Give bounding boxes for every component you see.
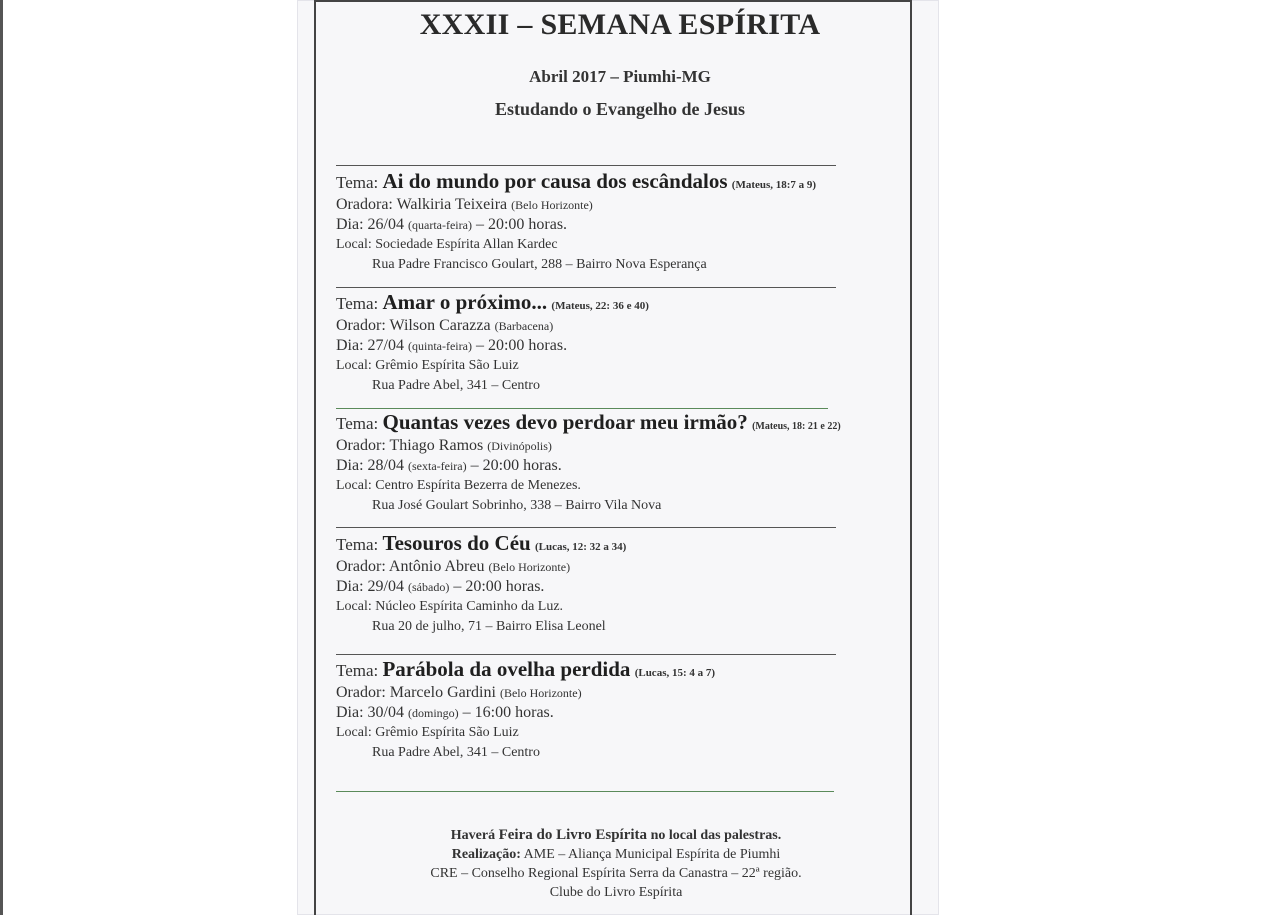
event-time: – 20:00 horas. <box>475 216 568 233</box>
book-fair-label: Feira do Livro Espírita <box>498 827 648 843</box>
event-block <box>336 412 896 516</box>
divider <box>336 408 828 409</box>
realizacao-label: Realização: <box>451 847 521 862</box>
bible-reference: (Lucas, 12: 32 a 34) <box>534 541 627 553</box>
talk-title: Parábola da ovelha perdida <box>382 657 631 681</box>
event-date: 28/04 <box>367 457 404 474</box>
divider <box>336 527 836 528</box>
event-time: – 20:00 horas. <box>470 457 562 474</box>
dia-label: Dia: <box>336 216 364 233</box>
speaker-label: Oradora: <box>336 196 393 213</box>
speaker-city: (Belo Horizonte) <box>488 560 571 574</box>
event-weekday: (sábado) <box>408 580 450 594</box>
event-block <box>336 533 896 637</box>
speaker-name: Antônio Abreu <box>388 558 485 575</box>
talk-title: Amar o próximo... <box>382 290 548 314</box>
speaker-label: Orador: <box>336 558 386 575</box>
divider <box>336 287 836 288</box>
bible-reference: (Mateus, 18: 21 e 22) <box>752 421 841 432</box>
tema-label: Tema: <box>336 294 379 313</box>
event-date-location: Abril 2017 – Piumhi-MG <box>529 67 711 86</box>
divider <box>336 654 836 655</box>
event-address: Rua 20 de julho, 71 – Bairro Elisa Leonel <box>372 619 606 634</box>
clube-line: Clube do Livro Espírita <box>549 885 683 900</box>
event-date: 27/04 <box>367 337 404 354</box>
speaker-name: Wilson Carazza <box>389 317 491 334</box>
event-address: Rua Padre Francisco Goulart, 288 – Bairro Nova Esperança <box>372 257 707 272</box>
dia-label: Dia: <box>336 704 364 721</box>
dia-label: Dia: <box>336 457 364 474</box>
realizacao-text: AME – Aliança Municipal Espírita de Piumhi <box>523 847 781 862</box>
speaker-label: Orador: <box>336 437 386 454</box>
talk-title: Quantas vezes devo perdoar meu irmão? <box>382 410 748 434</box>
bible-reference: (Lucas, 15: 4 a 7) <box>634 667 716 679</box>
dia-label: Dia: <box>336 578 364 595</box>
talk-title: Tesouros do Céu <box>382 531 531 555</box>
event-weekday: (quinta-feira) <box>408 339 472 353</box>
event-place: Centro Espírita Bezerra de Menezes. <box>375 478 581 493</box>
event-address: Rua Padre Abel, 341 – Centro <box>372 378 540 393</box>
speaker-name: Marcelo Gardini <box>389 684 496 701</box>
divider <box>336 791 834 792</box>
event-date: 29/04 <box>367 578 404 595</box>
event-theme: Estudando o Evangelho de Jesus <box>494 99 746 119</box>
speaker-name: Walkiria Teixeira <box>396 196 508 213</box>
local-label: Local: <box>336 358 372 373</box>
talk-title: Ai do mundo por causa dos escândalos <box>382 169 728 193</box>
event-address: Rua Padre Abel, 341 – Centro <box>372 745 540 760</box>
event-weekday: (sexta-feira) <box>408 459 467 473</box>
event-time: – 20:00 horas. <box>475 337 568 354</box>
local-label: Local: <box>336 599 372 614</box>
tema-label: Tema: <box>336 661 379 680</box>
divider <box>336 165 836 166</box>
event-time: – 20:00 horas. <box>453 578 545 595</box>
bible-reference: (Mateus, 18:7 a 9) <box>731 179 817 191</box>
speaker-city: (Barbacena) <box>494 319 554 333</box>
tema-label: Tema: <box>336 535 379 554</box>
speaker-name: Thiago Ramos <box>389 437 484 454</box>
speaker-city: (Belo Horizonte) <box>499 686 582 700</box>
speaker-city: (Divinópolis) <box>487 439 552 453</box>
scan-edge <box>0 0 3 915</box>
bible-reference: (Mateus, 22: 36 e 40) <box>551 300 649 312</box>
event-place: Sociedade Espírita Allan Kardec <box>375 237 558 252</box>
speaker-label: Orador: <box>336 317 386 334</box>
speaker-label: Orador: <box>336 684 386 701</box>
event-place: Grêmio Espírita São Luiz <box>375 725 519 740</box>
tema-label: Tema: <box>336 173 379 192</box>
local-label: Local: <box>336 237 372 252</box>
event-date: 26/04 <box>367 216 404 233</box>
dia-label: Dia: <box>336 337 364 354</box>
footer-suffix: no local das palestras. <box>650 828 782 843</box>
event-block <box>336 659 896 763</box>
speaker-city: (Belo Horizonte) <box>511 198 593 212</box>
event-place: Grêmio Espírita São Luiz <box>375 358 519 373</box>
event-block <box>336 171 896 275</box>
cre-line: CRE – Conselho Regional Espírita Serra da Canastra – 22ª região. <box>430 866 802 881</box>
event-time: – 16:00 horas. <box>462 704 554 721</box>
footer-prefix: Haverá <box>450 828 496 843</box>
tema-label: Tema: <box>336 414 379 433</box>
page-title: XXXII – SEMANA ESPÍRITA <box>419 8 821 41</box>
event-place: Núcleo Espírita Caminho da Luz. <box>375 599 564 614</box>
event-date: 30/04 <box>367 704 404 721</box>
local-label: Local: <box>336 478 372 493</box>
flyer-footer <box>316 826 916 902</box>
event-block <box>336 292 896 396</box>
event-weekday: (quarta-feira) <box>408 218 472 232</box>
event-weekday: (domingo) <box>408 706 459 720</box>
local-label: Local: <box>336 725 372 740</box>
event-address: Rua José Goulart Sobrinho, 338 – Bairro Vila Nova <box>372 498 662 513</box>
